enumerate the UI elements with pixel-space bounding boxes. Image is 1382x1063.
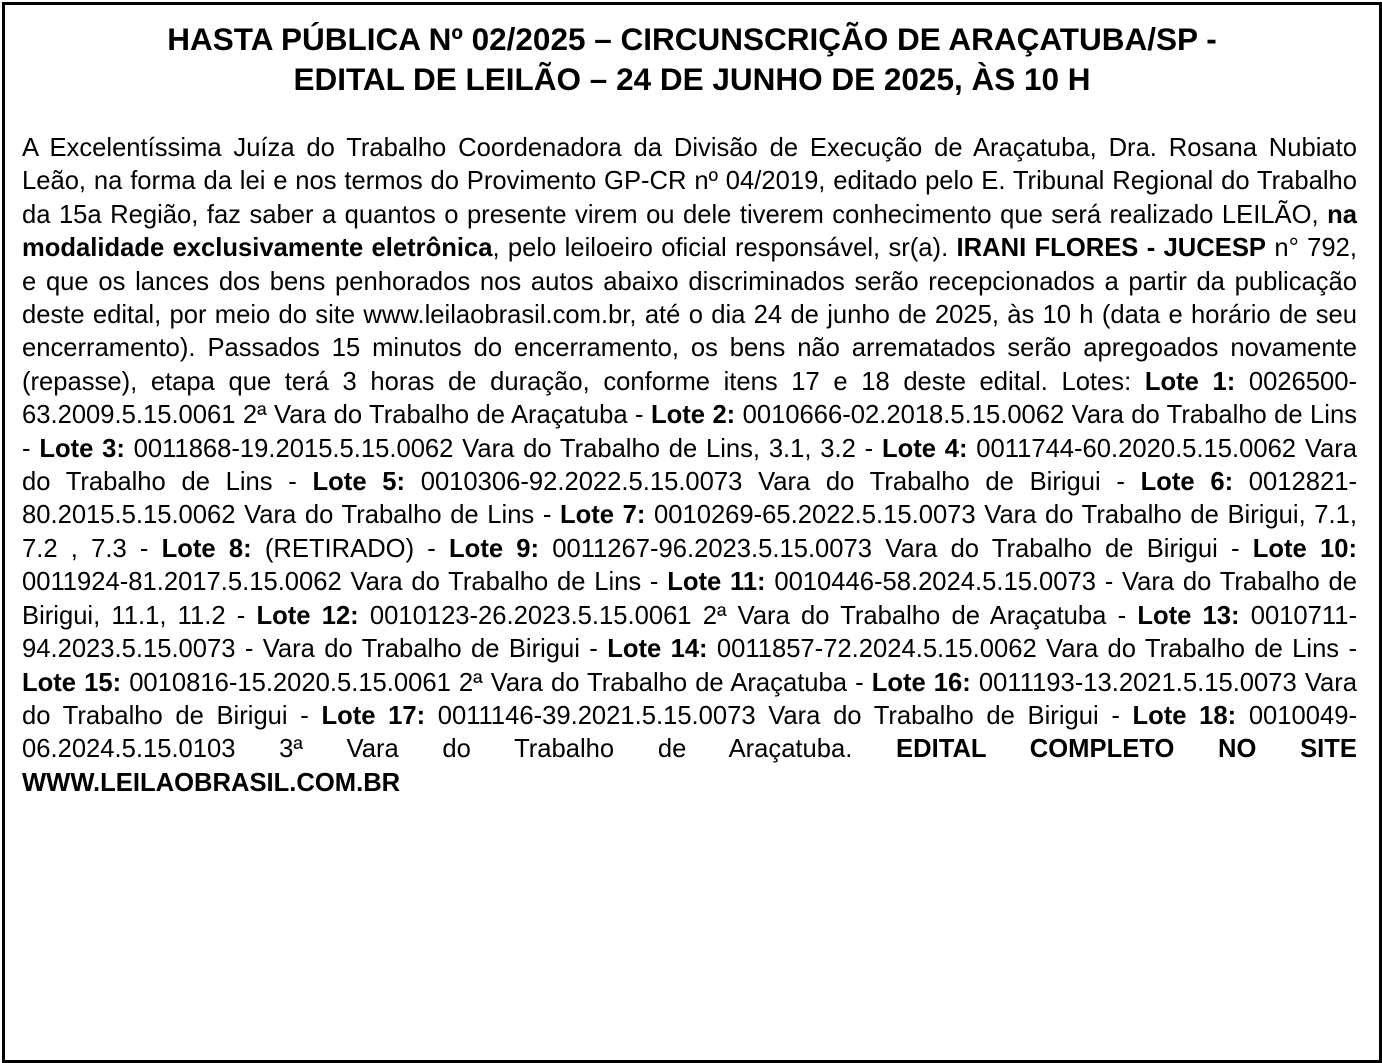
lot-text: 0011267-96.2023.5.15.0073 Vara do Trabalho de Birigui - bbox=[539, 534, 1253, 563]
notice-title-line-2: EDITAL DE LEILÃO – 24 DE JUNHO DE 2025, ÀS 10 H bbox=[293, 61, 1091, 97]
lot-label: Lote 9: bbox=[449, 534, 540, 563]
lot-text: 0010269-65.2022.5.15.0073 Vara do Trabalho de Birigui, 7.1, 7.2 , 7.3 - bbox=[22, 501, 1357, 563]
lot-text: 0011868-19.2015.5.15.0062 Vara do Trabalho de Lins, 3.1, 3.2 - bbox=[124, 434, 882, 463]
notice-body bbox=[22, 132, 1357, 800]
lot-text: 0011146-39.2021.5.15.0073 Vara do Trabalho de Birigui - bbox=[425, 701, 1133, 730]
details-text: n° 792, e que os lances dos bens penhorados nos autos abaixo discriminados serão recepcionados a partir da publicação deste edital, por meio do site www.leilaobrasil.com.br, até o dia 24 de junho de 2025, às 10 h (data e horário de seu encerramento). Passados 15 minutos do encerramento, os bens não arrematados serão apregoados novamente (repasse), etapa que terá 3 horas de duração, conforme itens 17 e 18 deste edital. Lotes: bbox=[22, 234, 1357, 396]
lot-label: Lote 7: bbox=[559, 501, 646, 530]
lot-label: Lote 4: bbox=[881, 434, 968, 463]
lot-label: Lote 10: bbox=[1252, 534, 1357, 563]
lot-text: 0010666-02.2018.5.15.0062 Vara do Trabalho de Lins - bbox=[22, 401, 1357, 463]
lot-label: Lote 13: bbox=[1137, 601, 1240, 630]
lot-text: 0010446-58.2024.5.15.0073 - Vara do Trabalho de Birigui, 11.1, 11.2 - bbox=[22, 568, 1357, 630]
lot-label: Lote 17: bbox=[321, 701, 426, 730]
auctioneer-prefix: , pelo leiloeiro oficial responsável, sr(a). bbox=[492, 234, 957, 263]
lot-text: 0011857-72.2024.5.15.0062 Vara do Trabalho de Lins - bbox=[707, 635, 1357, 664]
intro-text: A Excelentíssima Juíza do Trabalho Coordenadora da Divisão de Execução de Araçatuba, Dra. Rosana Nubiato Leão, na forma da lei e nos termos do Provimento GP-CR nº 04/2019, editado pelo E. Tribunal Regional do Trabalho da 15a Região, faz saber a quantos o presente virem ou dele tiverem conhecimento que será realizado LEILÃO, bbox=[22, 134, 1357, 229]
lot-label: Lote 16: bbox=[871, 668, 971, 697]
lot-label: Lote 8: bbox=[161, 534, 252, 563]
notice-title bbox=[5, 19, 1379, 99]
lot-text: 0012821-80.2015.5.15.0062 Vara do Trabalho de Lins - bbox=[22, 468, 1357, 530]
lot-text: 0026500-63.2009.5.15.0061 2ª Vara do Trabalho de Araçatuba - bbox=[22, 367, 1357, 430]
lot-label: Lote 12: bbox=[256, 601, 359, 630]
lot-text: 0010711-94.2023.5.15.0073 - Vara do Trabalho de Birigui - bbox=[22, 601, 1357, 664]
lot-text: 0010306-92.2022.5.15.0073 Vara do Trabalho de Birigui - bbox=[405, 468, 1141, 497]
modality-text: na modalidade exclusivamente eletrônica bbox=[22, 200, 1357, 263]
lot-text: 0011744-60.2020.5.15.0062 Vara do Trabalho de Lins - bbox=[22, 434, 1357, 497]
lot-text: 0011193-13.2021.5.15.0073 Vara do Trabalho de Birigui - bbox=[22, 668, 1357, 730]
lot-label: Lote 18: bbox=[1132, 701, 1237, 730]
lot-label: Lote 2: bbox=[651, 401, 736, 430]
lot-text: 0010049-06.2024.5.15.0103 3ª Vara do Trabalho de Araçatuba. bbox=[22, 701, 1357, 764]
lot-label: Lote 14: bbox=[607, 635, 708, 664]
lot-label: Lote 3: bbox=[39, 434, 125, 463]
closing-text: EDITAL COMPLETO NO SITE WWW.LEILAOBRASIL.COM.BR bbox=[22, 735, 1357, 797]
lot-label: Lote 15: bbox=[22, 668, 122, 697]
lot-text: (RETIRADO) - bbox=[251, 534, 450, 563]
lot-label: Lote 6: bbox=[1140, 468, 1234, 497]
lot-text: 0010816-15.2020.5.15.0061 2ª Vara do Trabalho de Araçatuba - bbox=[121, 668, 872, 697]
lot-text: 0010123-26.2023.5.15.0061 2ª Vara do Trabalho de Araçatuba - bbox=[358, 601, 1138, 630]
lot-text: 0011924-81.2017.5.15.0062 Vara do Trabalho de Lins - bbox=[22, 568, 668, 597]
lots-list bbox=[22, 368, 1357, 763]
lot-label: Lote 1: bbox=[1144, 367, 1236, 396]
notice-title-line-1: HASTA PÚBLICA Nº 02/2025 – CIRCUNSCRIÇÃO DE ARAÇATUBA/SP - bbox=[167, 21, 1217, 57]
lot-label: Lote 5: bbox=[312, 468, 406, 497]
lot-label: Lote 11: bbox=[667, 568, 766, 597]
auctioneer-name: IRANI FLORES - JUCESP bbox=[956, 234, 1266, 263]
